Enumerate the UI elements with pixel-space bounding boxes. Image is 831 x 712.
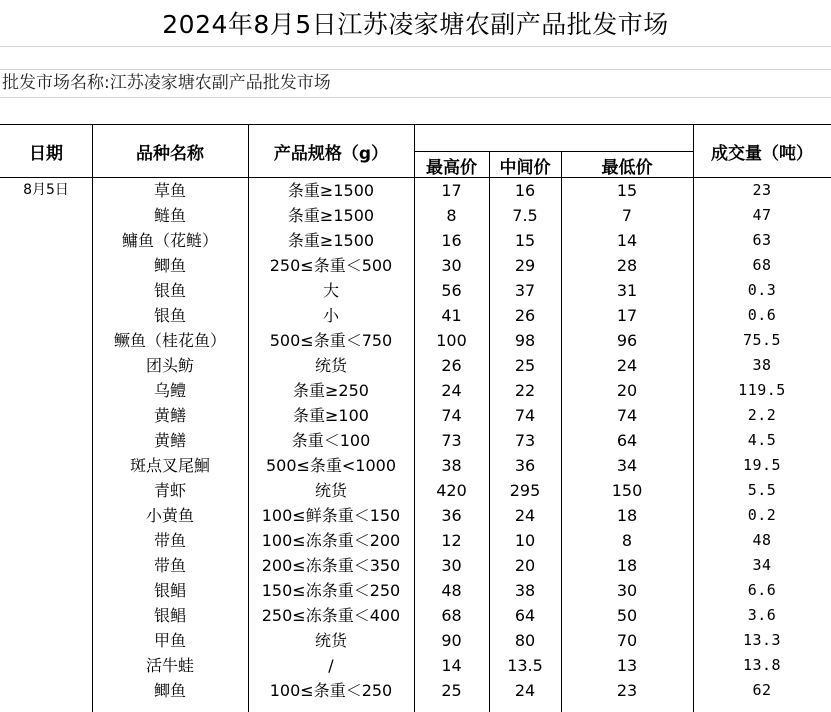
cell-spec: 200≤冻条重＜350 bbox=[261, 556, 401, 575]
cell-spec: 条重≥100 bbox=[293, 406, 369, 425]
cell-mid-price: 73 bbox=[514, 431, 536, 450]
cell-max-price: 16 bbox=[441, 231, 462, 250]
table-border bbox=[414, 151, 693, 152]
header-spec: 产品规格（g） bbox=[273, 143, 389, 164]
cell-name: 黄鳝 bbox=[153, 406, 186, 425]
table-row bbox=[0, 253, 831, 278]
table-border bbox=[0, 124, 831, 125]
cell-max-price: 8 bbox=[446, 206, 457, 225]
cell-spec: 条重≥1500 bbox=[287, 181, 375, 200]
cell-spec: 500≤条重<1000 bbox=[265, 456, 397, 475]
cell-name: 鳜鱼（桂花鱼） bbox=[113, 331, 226, 350]
table-row bbox=[0, 203, 831, 228]
cell-mid-price: 25 bbox=[514, 356, 536, 375]
cell-spec: 条重≥250 bbox=[293, 381, 369, 400]
cell-mid-price: 13.5 bbox=[507, 656, 543, 675]
cell-max-price: 25 bbox=[441, 681, 462, 700]
cell-spec: 500≤条重＜750 bbox=[269, 331, 393, 350]
cell-mid-price: 24 bbox=[514, 681, 536, 700]
cell-mid-price: 26 bbox=[514, 306, 536, 325]
cell-spec: 统货 bbox=[314, 631, 347, 650]
price-table bbox=[0, 124, 831, 712]
cell-spec: 条重≥1500 bbox=[287, 206, 375, 225]
cell-date bbox=[0, 253, 92, 278]
cell-min-price: 14 bbox=[616, 231, 638, 250]
table-border bbox=[489, 151, 490, 712]
cell-min-price: 50 bbox=[616, 606, 638, 625]
cell-mid-price: 295 bbox=[509, 481, 541, 500]
cell-mid-price: 80 bbox=[514, 631, 536, 650]
header-mid-price: 中间价 bbox=[499, 157, 551, 178]
cell-name: 团头鲂 bbox=[145, 356, 194, 375]
cell-name: 鲫鱼 bbox=[153, 681, 186, 700]
cell-name: 黄鳝 bbox=[153, 431, 186, 450]
table-row bbox=[0, 403, 831, 428]
cell-min-price: 20 bbox=[616, 381, 638, 400]
cell-name: 小黄鱼 bbox=[145, 506, 194, 525]
cell-max-price: 56 bbox=[441, 281, 462, 300]
cell-volume: 3.6 bbox=[747, 606, 777, 624]
cell-min-price: 18 bbox=[616, 556, 638, 575]
cell-spec: 100≤鲜条重＜150 bbox=[261, 506, 401, 525]
cell-date bbox=[0, 453, 92, 478]
cell-min-price: 70 bbox=[616, 631, 638, 650]
cell-min-price: 30 bbox=[616, 581, 638, 600]
cell-max-price: 90 bbox=[441, 631, 462, 650]
cell-spec: 统货 bbox=[314, 481, 347, 500]
table-border bbox=[693, 124, 694, 712]
table-row bbox=[0, 478, 831, 503]
cell-mid-price: 74 bbox=[514, 406, 536, 425]
table-row bbox=[0, 228, 831, 253]
cell-min-price: 18 bbox=[616, 506, 638, 525]
cell-volume: 38 bbox=[752, 356, 772, 374]
cell-date bbox=[0, 203, 92, 228]
table-row bbox=[0, 553, 831, 578]
cell-min-price: 28 bbox=[616, 256, 638, 275]
cell-mid-price: 38 bbox=[514, 581, 536, 600]
cell-mid-price: 37 bbox=[514, 281, 536, 300]
cell-volume: 47 bbox=[752, 206, 772, 224]
cell-min-price: 150 bbox=[611, 481, 643, 500]
cell-date bbox=[0, 353, 92, 378]
cell-min-price: 8 bbox=[621, 531, 633, 550]
cell-name: 乌鳢 bbox=[153, 381, 186, 400]
cell-name: 银鱼 bbox=[153, 306, 186, 325]
cell-volume: 2.2 bbox=[747, 406, 777, 424]
cell-name: 斑点叉尾鮰 bbox=[129, 456, 210, 475]
table-border bbox=[561, 151, 562, 712]
table-row bbox=[0, 603, 831, 628]
cell-date bbox=[0, 678, 92, 703]
cell-spec: 250≤条重＜500 bbox=[269, 256, 393, 275]
cell-mid-price: 36 bbox=[514, 456, 536, 475]
table-row bbox=[0, 578, 831, 603]
cell-mid-price: 64 bbox=[514, 606, 536, 625]
cell-spec: 150≤冻条重＜250 bbox=[261, 581, 401, 600]
cell-mid-price: 16 bbox=[514, 181, 536, 200]
table-row bbox=[0, 178, 831, 203]
grid-line bbox=[0, 46, 831, 47]
table-border bbox=[0, 177, 831, 178]
cell-volume: 0.6 bbox=[747, 306, 777, 324]
table-border bbox=[414, 124, 415, 712]
cell-min-price: 96 bbox=[616, 331, 638, 350]
table-row bbox=[0, 453, 831, 478]
cell-max-price: 48 bbox=[441, 581, 462, 600]
cell-name: 鲢鱼 bbox=[153, 206, 186, 225]
cell-name: 甲鱼 bbox=[153, 631, 186, 650]
cell-date bbox=[0, 528, 92, 553]
cell-spec: 条重＜100 bbox=[291, 431, 371, 450]
table-row bbox=[0, 353, 831, 378]
cell-date bbox=[0, 503, 92, 528]
cell-min-price: 7 bbox=[621, 206, 633, 225]
cell-mid-price: 29 bbox=[514, 256, 536, 275]
cell-volume: 75.5 bbox=[742, 331, 782, 349]
cell-name: 带鱼 bbox=[153, 531, 186, 550]
cell-volume: 48 bbox=[752, 531, 772, 549]
cell-max-price: 73 bbox=[441, 431, 462, 450]
cell-min-price: 23 bbox=[616, 681, 638, 700]
cell-mid-price: 98 bbox=[514, 331, 536, 350]
table-row bbox=[0, 303, 831, 328]
table-row bbox=[0, 528, 831, 553]
cell-max-price: 36 bbox=[441, 506, 462, 525]
cell-mid-price: 22 bbox=[514, 381, 536, 400]
cell-min-price: 34 bbox=[616, 456, 638, 475]
cell-min-price: 15 bbox=[616, 181, 638, 200]
cell-max-price: 38 bbox=[441, 456, 462, 475]
cell-date bbox=[0, 578, 92, 603]
market-name: 批发市场名称:江苏凌家塘农副产品批发市场 bbox=[2, 73, 331, 93]
cell-date bbox=[0, 303, 92, 328]
cell-volume: 6.6 bbox=[747, 581, 777, 599]
cell-volume: 0.2 bbox=[747, 506, 777, 524]
cell-name: 鳙鱼（花鲢） bbox=[121, 231, 218, 250]
cell-volume: 23 bbox=[752, 181, 772, 199]
cell-volume: 5.5 bbox=[747, 481, 777, 499]
cell-max-price: 74 bbox=[441, 406, 462, 425]
table-row bbox=[0, 653, 831, 678]
cell-min-price: 74 bbox=[616, 406, 638, 425]
table-row bbox=[0, 278, 831, 303]
cell-name: 银鲳 bbox=[153, 606, 186, 625]
cell-volume: 119.5 bbox=[738, 381, 786, 399]
cell-min-price: 13 bbox=[616, 656, 638, 675]
cell-name: 青虾 bbox=[153, 481, 186, 500]
cell-min-price: 31 bbox=[616, 281, 638, 300]
cell-max-price: 30 bbox=[441, 256, 462, 275]
cell-spec: 大 bbox=[322, 281, 339, 300]
cell-date bbox=[0, 653, 92, 678]
cell-max-price: 17 bbox=[441, 181, 462, 200]
cell-date bbox=[0, 378, 92, 403]
cell-volume: 13.8 bbox=[742, 656, 782, 674]
cell-mid-price: 10 bbox=[514, 531, 536, 550]
table-row bbox=[0, 503, 831, 528]
grid-line bbox=[0, 97, 831, 98]
table-row bbox=[0, 678, 831, 703]
cell-max-price: 12 bbox=[441, 531, 462, 550]
cell-max-price: 41 bbox=[441, 306, 462, 325]
table-border bbox=[248, 124, 249, 712]
cell-volume: 63 bbox=[752, 231, 772, 249]
page-title: 2024年8月5日江苏凌家塘农副产品批发市场 bbox=[162, 10, 669, 39]
cell-date bbox=[0, 428, 92, 453]
table-row bbox=[0, 428, 831, 453]
cell-date bbox=[0, 478, 92, 503]
cell-mid-price: 20 bbox=[514, 556, 536, 575]
cell-mid-price: 24 bbox=[514, 506, 536, 525]
cell-spec: 100≤冻条重＜200 bbox=[261, 531, 401, 550]
cell-volume: 34 bbox=[752, 556, 772, 574]
cell-max-price: 420 bbox=[436, 481, 467, 500]
cell-date bbox=[0, 628, 92, 653]
cell-name: 带鱼 bbox=[153, 556, 186, 575]
cell-min-price: 17 bbox=[616, 306, 638, 325]
header-volume: 成交量（吨） bbox=[711, 143, 813, 164]
cell-max-price: 14 bbox=[441, 656, 462, 675]
header-name: 品种名称 bbox=[136, 143, 204, 164]
table-border bbox=[92, 124, 93, 712]
cell-min-price: 24 bbox=[616, 356, 638, 375]
cell-spec: 100≤条重＜250 bbox=[269, 681, 393, 700]
cell-max-price: 26 bbox=[441, 356, 462, 375]
cell-date bbox=[0, 228, 92, 253]
cell-max-price: 100 bbox=[436, 331, 467, 350]
cell-max-price: 24 bbox=[441, 381, 462, 400]
cell-spec: 250≤冻条重＜400 bbox=[261, 606, 401, 625]
cell-max-price: 68 bbox=[441, 606, 462, 625]
cell-name: 银鲳 bbox=[153, 581, 186, 600]
cell-date bbox=[0, 328, 92, 353]
cell-max-price: 30 bbox=[441, 556, 462, 575]
cell-spec: 统货 bbox=[314, 356, 347, 375]
cell-mid-price: 7.5 bbox=[512, 206, 538, 225]
cell-date bbox=[0, 553, 92, 578]
cell-volume: 62 bbox=[752, 681, 772, 699]
cell-volume: 68 bbox=[752, 256, 772, 274]
cell-spec: 小 bbox=[322, 306, 339, 325]
cell-volume: 13.3 bbox=[742, 631, 782, 649]
table-row bbox=[0, 328, 831, 353]
cell-min-price: 64 bbox=[616, 431, 638, 450]
cell-volume: 19.5 bbox=[742, 456, 782, 474]
cell-name: 鲫鱼 bbox=[153, 256, 186, 275]
cell-name: 银鱼 bbox=[153, 281, 186, 300]
header-max-price: 最高价 bbox=[426, 157, 477, 178]
header-min-price: 最低价 bbox=[601, 157, 653, 178]
cell-volume: 0.3 bbox=[747, 281, 777, 299]
cell-mid-price: 15 bbox=[514, 231, 536, 250]
cell-date bbox=[0, 278, 92, 303]
header-date: 日期 bbox=[29, 143, 63, 164]
cell-spec: / bbox=[328, 656, 334, 675]
cell-date bbox=[0, 603, 92, 628]
table-row bbox=[0, 628, 831, 653]
cell-volume: 4.5 bbox=[747, 431, 777, 449]
table-row bbox=[0, 378, 831, 403]
cell-date bbox=[0, 403, 92, 428]
cell-date: 8月5日 bbox=[23, 182, 69, 198]
cell-spec: 条重≥1500 bbox=[287, 231, 375, 250]
cell-name: 草鱼 bbox=[153, 181, 186, 200]
cell-name: 活牛蛙 bbox=[145, 656, 194, 675]
